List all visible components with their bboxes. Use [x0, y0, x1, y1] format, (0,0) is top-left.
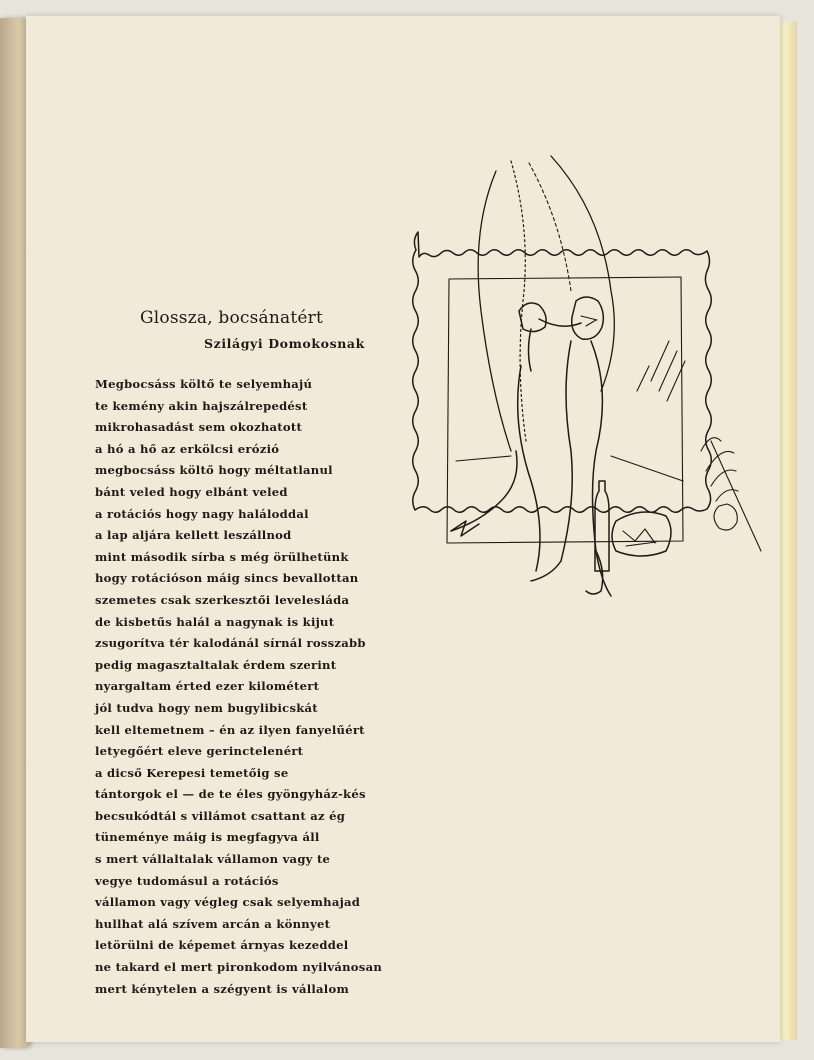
poem-line: de kisbetűs halál a nagynak is kijut	[95, 614, 335, 629]
poem-line: kell eltemetnem – én az ilyen fanyelűért	[95, 722, 365, 737]
poem-line: jól tudva hogy nem bugylibicskát	[95, 700, 318, 715]
poem-line: hogy rotációson máig sincs bevallottan	[95, 571, 359, 586]
poem-line: tántorgok el — de te éles gyöngyház-kés	[95, 787, 366, 802]
poem-dedication: Szilágyi Domokosnak	[204, 336, 365, 351]
poem-line: a hó a hő az erkölcsi erózió	[95, 441, 280, 456]
frame-outline	[413, 232, 712, 512]
poem-line: szemetes csak szerkesztői levelesláda	[95, 592, 350, 607]
poem-line: Megbocsáss költő te selyemhajú	[95, 377, 313, 391]
poem-body	[95, 374, 385, 1000]
poem-line: te kemény akin hajszálrepedést	[95, 398, 308, 413]
poem-line: ne takard el mert pironkodom nyilvánosan	[95, 960, 383, 975]
figure-body	[591, 341, 611, 596]
ink-illustration	[411, 151, 776, 611]
poem-line: becsukódtál s villámot csattant az ég	[95, 808, 346, 823]
poem-line: megbocsáss költő hogy méltatlanul	[95, 463, 333, 478]
poem-line: a lap aljára kellett leszállnod	[95, 528, 292, 543]
poem-line: s mert vállaltalak vállamon vagy te	[95, 852, 331, 867]
poem-title: Glossza, bocsánatért	[140, 308, 324, 328]
poem-line: pedig magasztaltalak érdem szerint	[95, 657, 337, 672]
poem-line: zsugorítva tér kalodánál sírnál rosszabb	[95, 636, 366, 651]
poem-line: mikrohasadást sem okozhatott	[95, 420, 303, 435]
poem-line: a rotációs hogy nagy haláloddal	[95, 506, 309, 521]
poem-line: mert kénytelen a szégyent is vállalom	[95, 981, 349, 996]
poem-line: hullhat alá szívem arcán a könnyet	[95, 916, 331, 931]
poem-line: mint második sírba s még örülhetünk	[95, 549, 349, 564]
poem-line: tüneménye máig is megfagyva áll	[95, 830, 320, 845]
poem-line: vegye tudomásul a rotációs	[95, 873, 279, 888]
poem-line: vállamon vagy végleg csak selyemhajad	[95, 895, 361, 910]
poem-line: nyargaltam érted ezer kilométert	[95, 679, 320, 694]
poem-line: letörülni de képemet árnyas kezeddel	[95, 938, 349, 953]
poem-line: a dicső Kerepesi temetőig se	[95, 765, 289, 780]
poem-line: letyegőért eleve gerinctelenért	[95, 744, 304, 759]
poem-line: bánt veled hogy elbánt veled	[95, 484, 288, 499]
